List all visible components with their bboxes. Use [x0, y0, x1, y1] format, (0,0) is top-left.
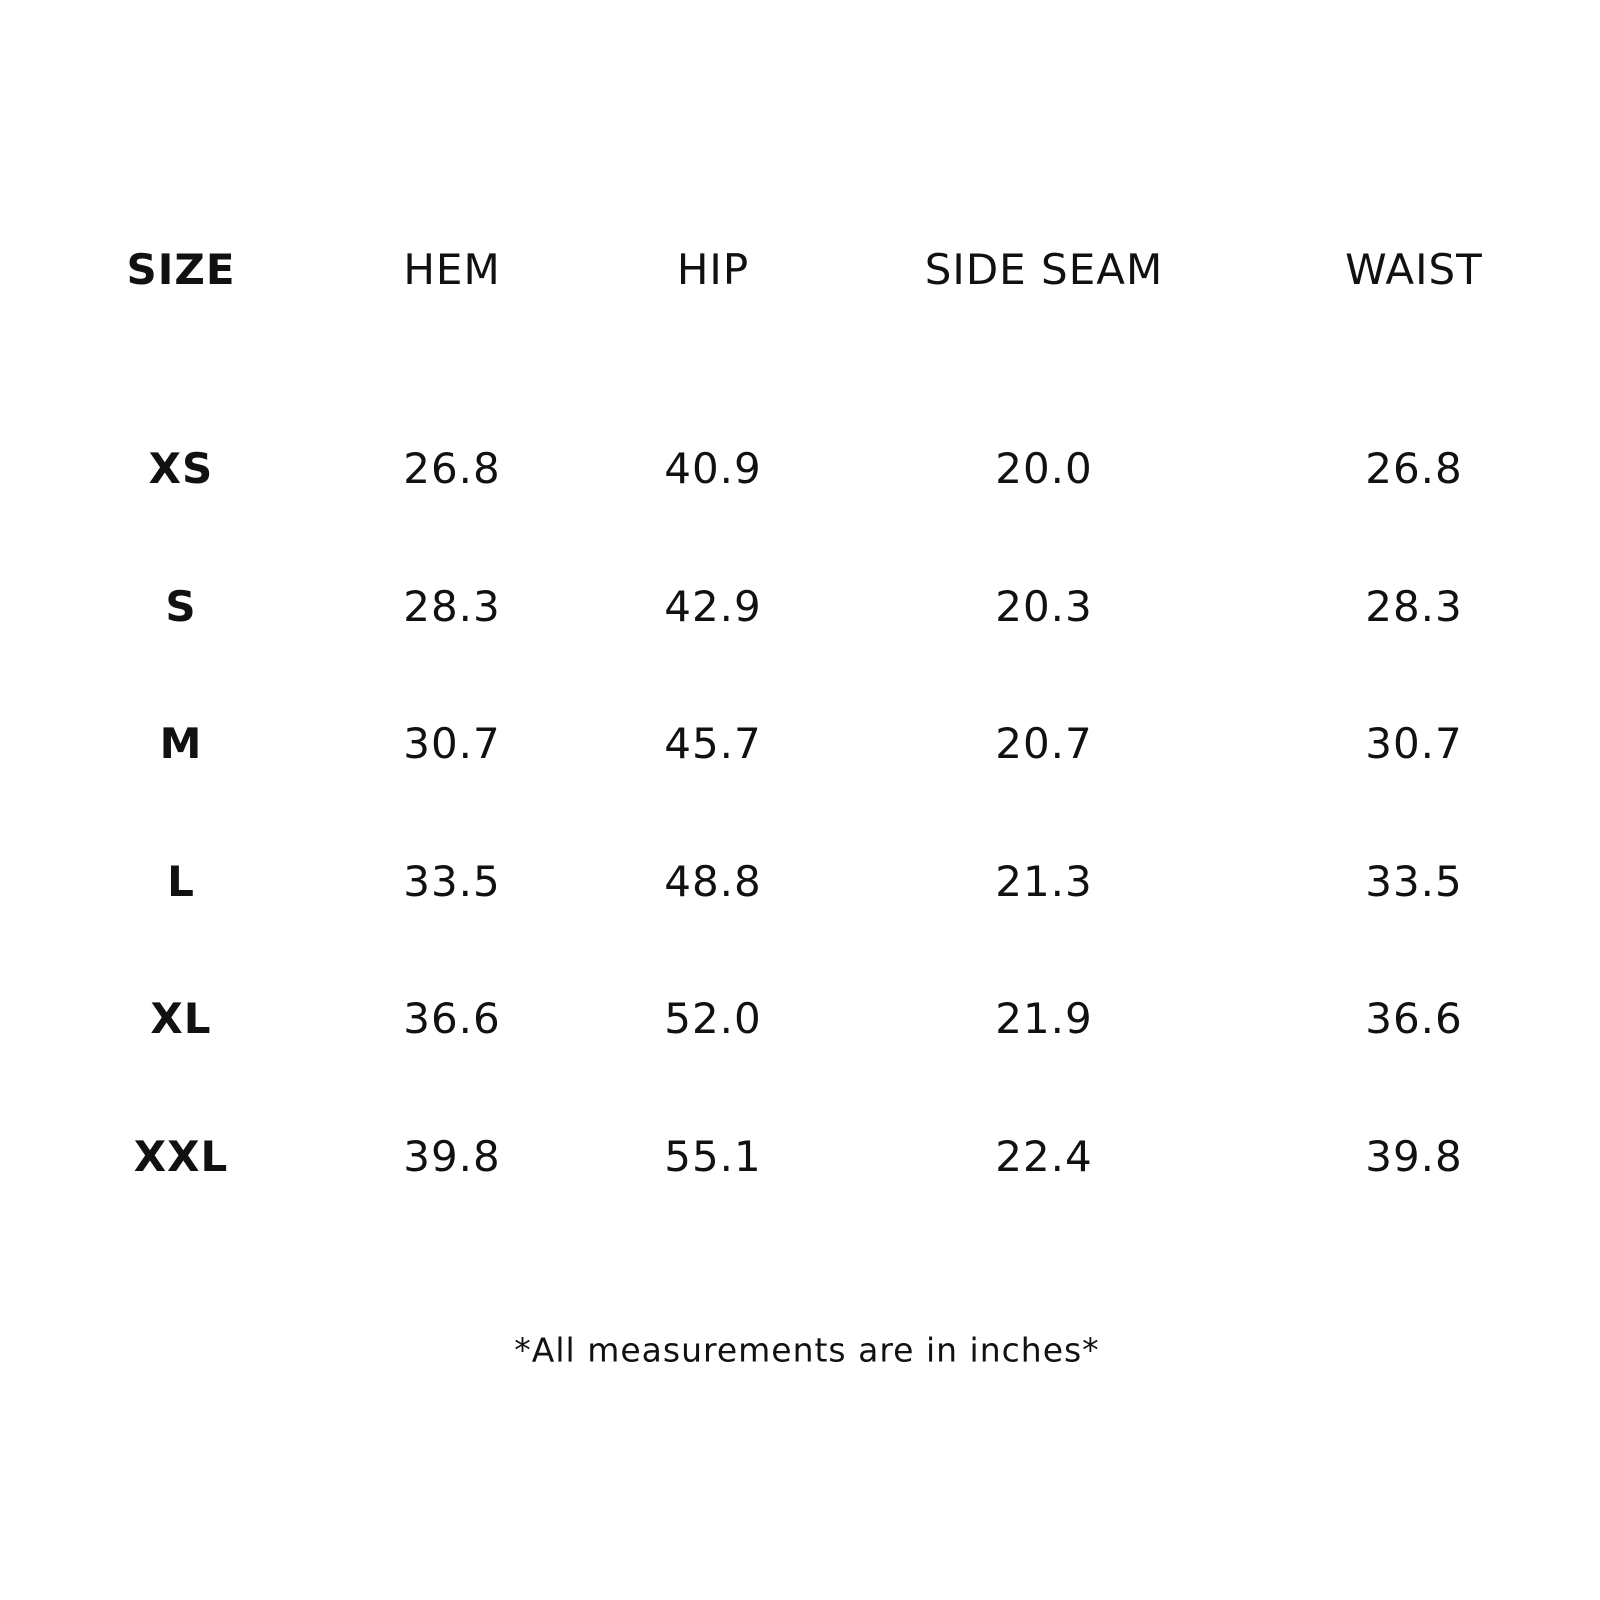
hem-value: 26.8 [403, 444, 501, 493]
size-label: XS [148, 444, 214, 493]
waist-value: 26.8 [1365, 444, 1463, 493]
header-size: SIZE [126, 245, 236, 294]
hip-value: 40.9 [664, 444, 762, 493]
side-seam-value: 20.7 [995, 719, 1093, 768]
side-seam-value: 20.0 [995, 444, 1093, 493]
size-label: L [167, 857, 195, 906]
hem-value: 36.6 [403, 994, 501, 1043]
hip-value: 45.7 [664, 719, 762, 768]
header-hem: HEM [403, 245, 501, 294]
size-label: XXL [133, 1132, 229, 1181]
hip-value: 52.0 [664, 994, 762, 1043]
waist-value: 33.5 [1365, 857, 1463, 906]
hem-value: 28.3 [403, 582, 501, 631]
side-seam-value: 22.4 [995, 1132, 1093, 1181]
side-seam-value: 21.3 [995, 857, 1093, 906]
hip-value: 55.1 [664, 1132, 762, 1181]
waist-value: 30.7 [1365, 719, 1463, 768]
header-side-seam: SIDE SEAM [924, 245, 1164, 294]
side-seam-value: 20.3 [995, 582, 1093, 631]
hip-value: 42.9 [664, 582, 762, 631]
size-label: M [159, 719, 203, 768]
measurement-footnote: *All measurements are in inches* [514, 1330, 1100, 1370]
header-hip: HIP [676, 245, 750, 294]
hem-value: 39.8 [403, 1132, 501, 1181]
waist-value: 36.6 [1365, 994, 1463, 1043]
hem-value: 33.5 [403, 857, 501, 906]
waist-value: 39.8 [1365, 1132, 1463, 1181]
side-seam-value: 21.9 [995, 994, 1093, 1043]
hip-value: 48.8 [664, 857, 762, 906]
size-label: XL [150, 994, 212, 1043]
size-label: S [165, 582, 197, 631]
waist-value: 28.3 [1365, 582, 1463, 631]
hem-value: 30.7 [403, 719, 501, 768]
header-waist: WAIST [1345, 245, 1483, 294]
